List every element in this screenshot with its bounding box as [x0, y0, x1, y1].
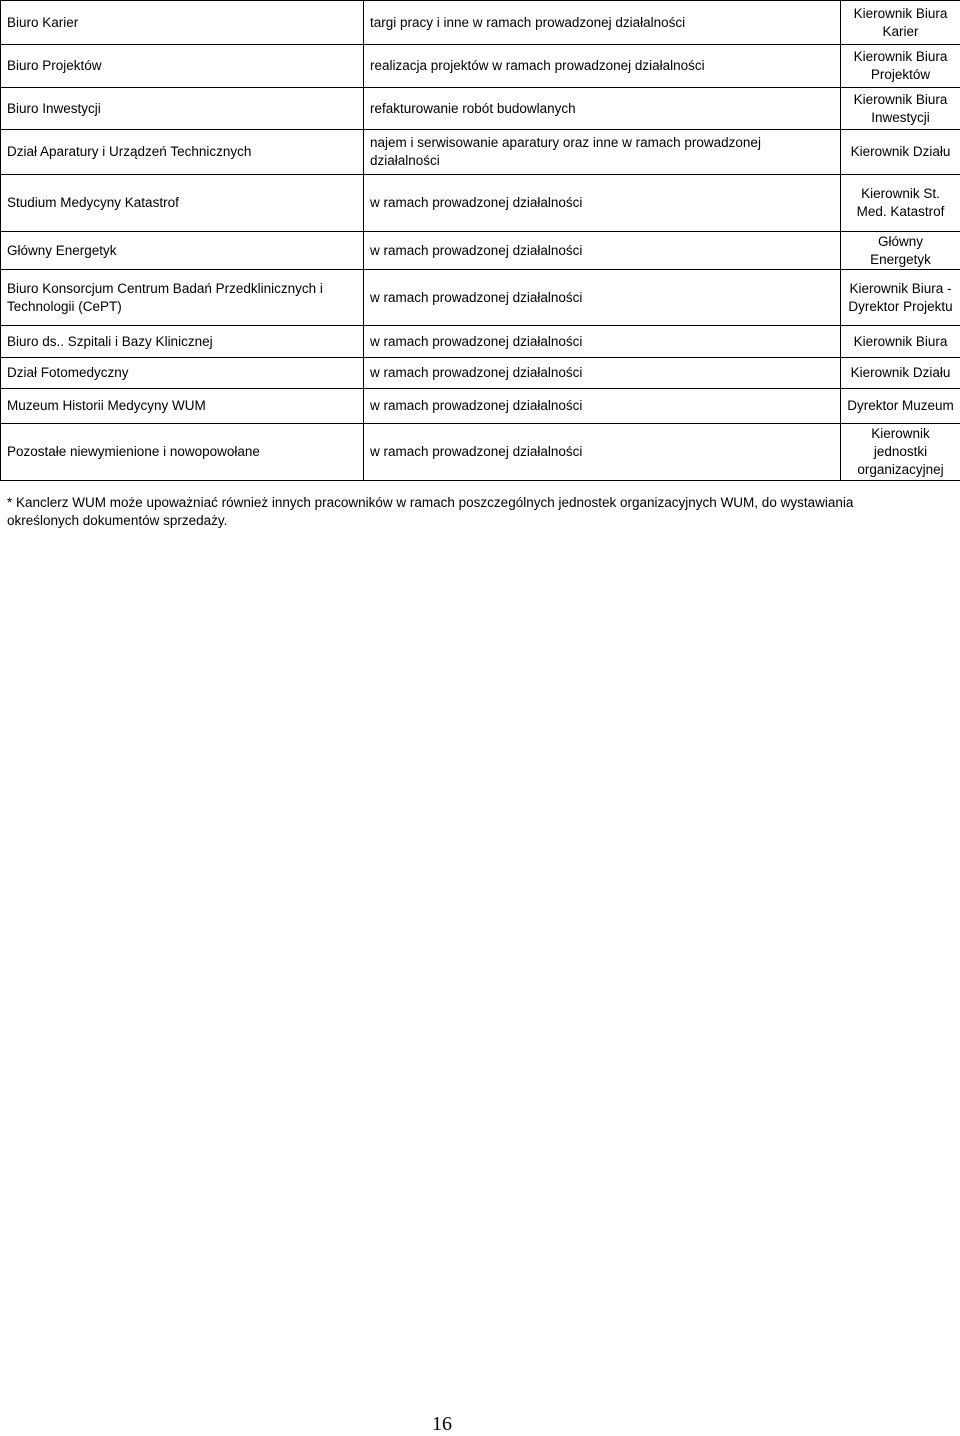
footnote: * Kanclerz WUM może upoważniać również innych pracowników w ramach poszczególnych jednostek organizacyjnych WUM, do wystawiania określonych dokumentów sprzedaży. — [7, 494, 907, 530]
signatory-cell: Kierownik Biura Inwestycji — [841, 88, 960, 130]
table-row — [1, 45, 960, 88]
unit-cell: Główny Energetyk — [1, 232, 364, 270]
scope-cell: w ramach prowadzonej działalności — [364, 424, 841, 481]
page-number: 16 — [0, 1413, 884, 1436]
signatory-cell: Kierownik Biura - Dyrektor Projektu — [841, 270, 960, 326]
unit-cell: Studium Medycyny Katastrof — [1, 175, 364, 232]
signatory-cell: Kierownik Biura — [841, 326, 960, 358]
scope-cell: w ramach prowadzonej działalności — [364, 175, 841, 232]
table-row — [1, 88, 960, 130]
unit-cell: Dział Fotomedyczny — [1, 358, 364, 389]
table-row — [1, 424, 960, 481]
unit-cell: Biuro ds.. Szpitali i Bazy Klinicznej — [1, 326, 364, 358]
scope-cell: refakturowanie robót budowlanych — [364, 88, 841, 130]
scope-cell: w ramach prowadzonej działalności — [364, 358, 841, 389]
scope-cell: w ramach prowadzonej działalności — [364, 232, 841, 270]
signatory-cell: Kierownik Działu — [841, 130, 960, 175]
table-row — [1, 130, 960, 175]
table-row — [1, 389, 960, 424]
scope-cell: targi pracy i inne w ramach prowadzonej działalności — [364, 1, 841, 45]
unit-cell: Biuro Inwestycji — [1, 88, 364, 130]
unit-cell: Muzeum Historii Medycyny WUM — [1, 389, 364, 424]
signatory-cell: Dyrektor Muzeum — [841, 389, 960, 424]
unit-cell: Pozostałe niewymienione i nowopowołane — [1, 424, 364, 481]
unit-cell: Dział Aparatury i Urządzeń Technicznych — [1, 130, 364, 175]
signatory-cell: Kierownik jednostki organizacyjnej — [841, 424, 960, 481]
table-row — [1, 1, 960, 45]
table-row — [1, 175, 960, 232]
signatory-cell: Kierownik Działu — [841, 358, 960, 389]
scope-cell: w ramach prowadzonej działalności — [364, 326, 841, 358]
scope-cell: w ramach prowadzonej działalności — [364, 389, 841, 424]
table-row — [1, 232, 960, 270]
table-row — [1, 326, 960, 358]
signatory-cell: Kierownik Biura Karier — [841, 1, 960, 45]
unit-cell: Biuro Karier — [1, 1, 364, 45]
unit-cell: Biuro Konsorcjum Centrum Badań Przedklinicznych i Technologii (CePT) — [1, 270, 364, 326]
units-table — [0, 0, 960, 481]
scope-cell: najem i serwisowanie aparatury oraz inne w ramach prowadzonej działalności — [364, 130, 841, 175]
scope-cell: w ramach prowadzonej działalności — [364, 270, 841, 326]
signatory-cell: Główny Energetyk — [841, 232, 960, 270]
signatory-cell: Kierownik Biura Projektów — [841, 45, 960, 88]
table-row — [1, 358, 960, 389]
table-row — [1, 270, 960, 326]
unit-cell: Biuro Projektów — [1, 45, 364, 88]
signatory-cell: Kierownik St. Med. Katastrof — [841, 175, 960, 232]
scope-cell: realizacja projektów w ramach prowadzonej działalności — [364, 45, 841, 88]
